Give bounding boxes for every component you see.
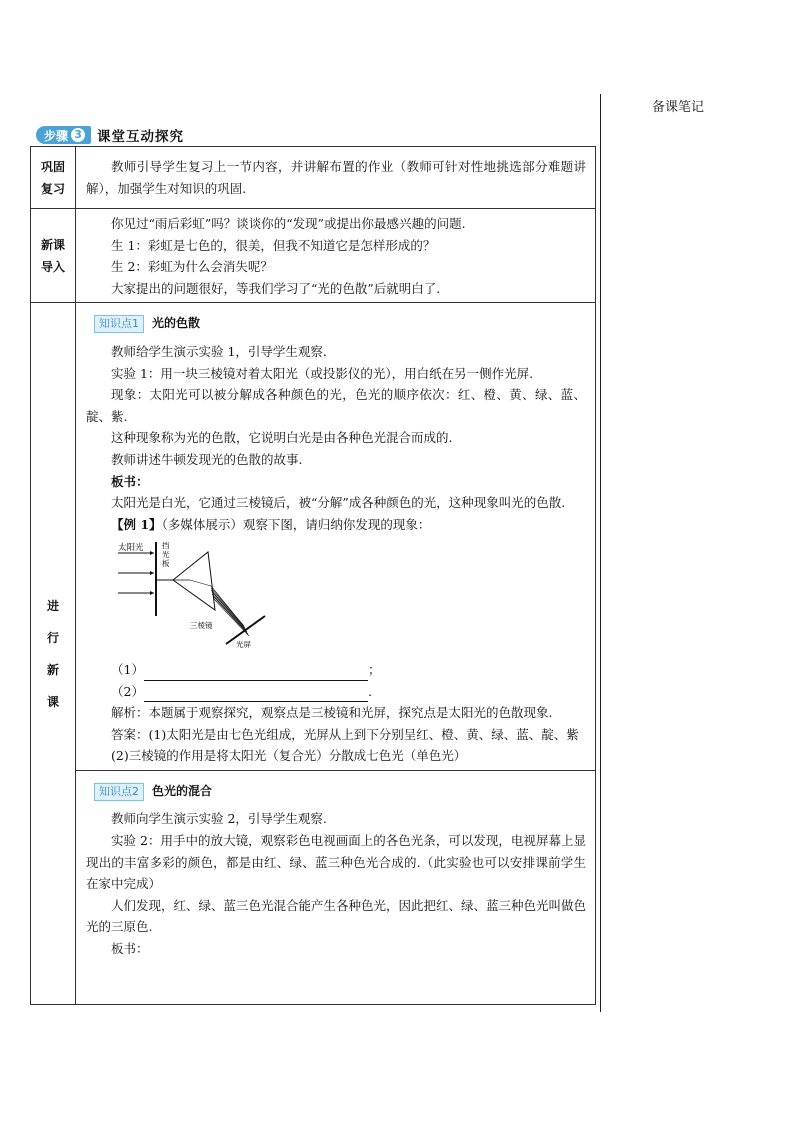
knowledge-point-2 — [76, 770, 595, 963]
example-prefix: 【例 1】 — [111, 516, 162, 532]
new-lesson-label-char: 课 — [46, 694, 59, 709]
kp1-para: 实验 1：用一块三棱镜对着太阳光（或投影仪的光），用白纸在另一侧作光屏. — [111, 365, 534, 381]
kp1-para: 这种现象称为光的色散，它说明白光是由各种色光混合而成的. — [111, 430, 453, 446]
review-label-line: 巩固 — [40, 159, 65, 174]
blank-1-line — [144, 666, 368, 681]
analysis-text: 解析：本题属于观察探究，观察点是三棱镜和光屏，探究点是太阳光的色散现象. — [111, 705, 553, 721]
notes-divider-line — [600, 94, 601, 1012]
arrow-head-3 — [150, 591, 154, 595]
refracted-ray — [190, 580, 211, 586]
kp1-para: 教师讲述牛顿发现光的色散的故事. — [111, 451, 303, 467]
step-header — [36, 126, 184, 144]
blank-2-end: . — [367, 683, 372, 699]
dispersed-ray — [211, 588, 244, 626]
diagram-screen-label: 光屏 — [236, 640, 251, 650]
dispersed-ray — [212, 592, 246, 630]
example-question — [86, 514, 586, 536]
kp2-para: 教师向学生演示实验 2，引导学生观察. — [111, 811, 327, 827]
dispersed-ray — [213, 596, 248, 634]
example-text: （多媒体展示）观察下图，请归纳你发现的现象： — [161, 516, 431, 532]
step-badge — [36, 126, 91, 144]
arrow-head-2 — [150, 571, 154, 575]
diagram-sun-label: 太阳光 — [118, 543, 144, 554]
kp1-title: 光的色散 — [152, 316, 201, 331]
lesson-table — [30, 146, 596, 1005]
arrow-head-1 — [150, 551, 154, 555]
answer-1-text: 答案：(1)太阳光是由七色光组成，光屏从上到下分别呈红、橙、黄、绿、蓝、靛、紫 — [111, 726, 579, 742]
intro-line: 生 1：彩虹是七色的，很美，但我不知道它是怎样形成的？ — [111, 237, 436, 253]
review-label — [31, 147, 76, 209]
kp1-badge: 知识点1 — [94, 315, 144, 333]
review-row — [31, 147, 596, 209]
new-lesson-label-char: 新 — [46, 662, 59, 677]
intro-row — [31, 209, 596, 303]
new-lesson-content — [76, 303, 596, 1005]
kp2-title: 色光的混合 — [152, 783, 213, 798]
prism-dispersion-diagram — [118, 538, 288, 650]
kp1-board-label: 板书： — [111, 473, 149, 489]
diagram-barrier-label: 挡 — [162, 541, 170, 551]
step-title: 课堂互动探究 — [97, 129, 185, 145]
kp2-badge: 知识点2 — [94, 783, 144, 801]
new-lesson-label-char: 行 — [46, 630, 59, 645]
intro-content — [76, 209, 596, 303]
blank-2-line — [144, 687, 368, 702]
notes-label: 备课笔记 — [652, 100, 705, 115]
blank-1-end: ； — [367, 661, 381, 677]
kp1-para: 现象：太阳光可以被分解成各种颜色的光，色光的顺序依次：红、橙、黄、绿、蓝、靛、紫. — [86, 387, 586, 424]
new-lesson-label-char: 进 — [46, 598, 59, 613]
intro-line: 你见过“雨后彩虹”吗？谈谈你的“发现”或提出你最感兴趣的问题. — [111, 216, 466, 231]
kp2-para: 实验 2：用手中的放大镜，观察彩色电视画面上的各色光条，可以发现，电视屏幕上显现出的丰富多彩的颜色，都是由红、绿、蓝三种色光合成的.（此实验也可以安排课前学生在家中完成） — [86, 833, 586, 892]
blank-1-label: （1） — [111, 661, 144, 677]
dispersed-ray — [211, 590, 245, 628]
review-content — [76, 147, 596, 209]
intro-line: 生 2：彩虹为什么会消失呢？ — [111, 259, 273, 275]
review-label-line: 复习 — [40, 181, 65, 196]
answer-blank-2 — [86, 681, 586, 703]
diagram-prism-label: 三棱镜 — [190, 621, 213, 631]
intro-label — [31, 209, 76, 303]
diagram-barrier-label: 板 — [162, 559, 170, 569]
answer-2-text: (2)三棱镜的作用是将太阳光（复合光）分散成七色光（单色光） — [111, 748, 467, 764]
answer-blank-1 — [86, 659, 586, 681]
kp1-para: 教师给学生演示实验 1，引导学生观察. — [111, 343, 327, 359]
review-text: 教师引导学生复习上一节内容，并讲解布置的作业（教师可针对性地挑选部分难题讲解），加强学生对知识的巩固. — [86, 159, 586, 196]
diagram-barrier-label: 光 — [162, 550, 170, 560]
kp2-board-label: 板书： — [111, 941, 149, 957]
step-badge-label: 步骤 — [44, 128, 69, 143]
step-number: 3 — [71, 128, 85, 142]
new-lesson-label — [31, 303, 76, 1005]
dispersed-ray — [212, 594, 247, 632]
blank-2-label: （2） — [111, 683, 144, 699]
new-lesson-row — [31, 303, 596, 1005]
knowledge-point-1 — [76, 303, 595, 770]
kp2-para: 人们发现，红、绿、蓝三色光混合能产生各种色光，因此把红、绿、蓝三种色光叫做色光的三原色. — [86, 897, 587, 935]
kp1-board-text: 太阳光是白光，它通过三棱镜后，被“分解”成各种颜色的光，这种现象叫光的色散. — [111, 495, 566, 511]
intro-label-line: 新课 — [40, 237, 65, 252]
intro-label-line: 导入 — [40, 259, 65, 274]
intro-line: 大家提出的问题很好，等我们学习了“光的色散”后就明白了. — [111, 280, 441, 296]
